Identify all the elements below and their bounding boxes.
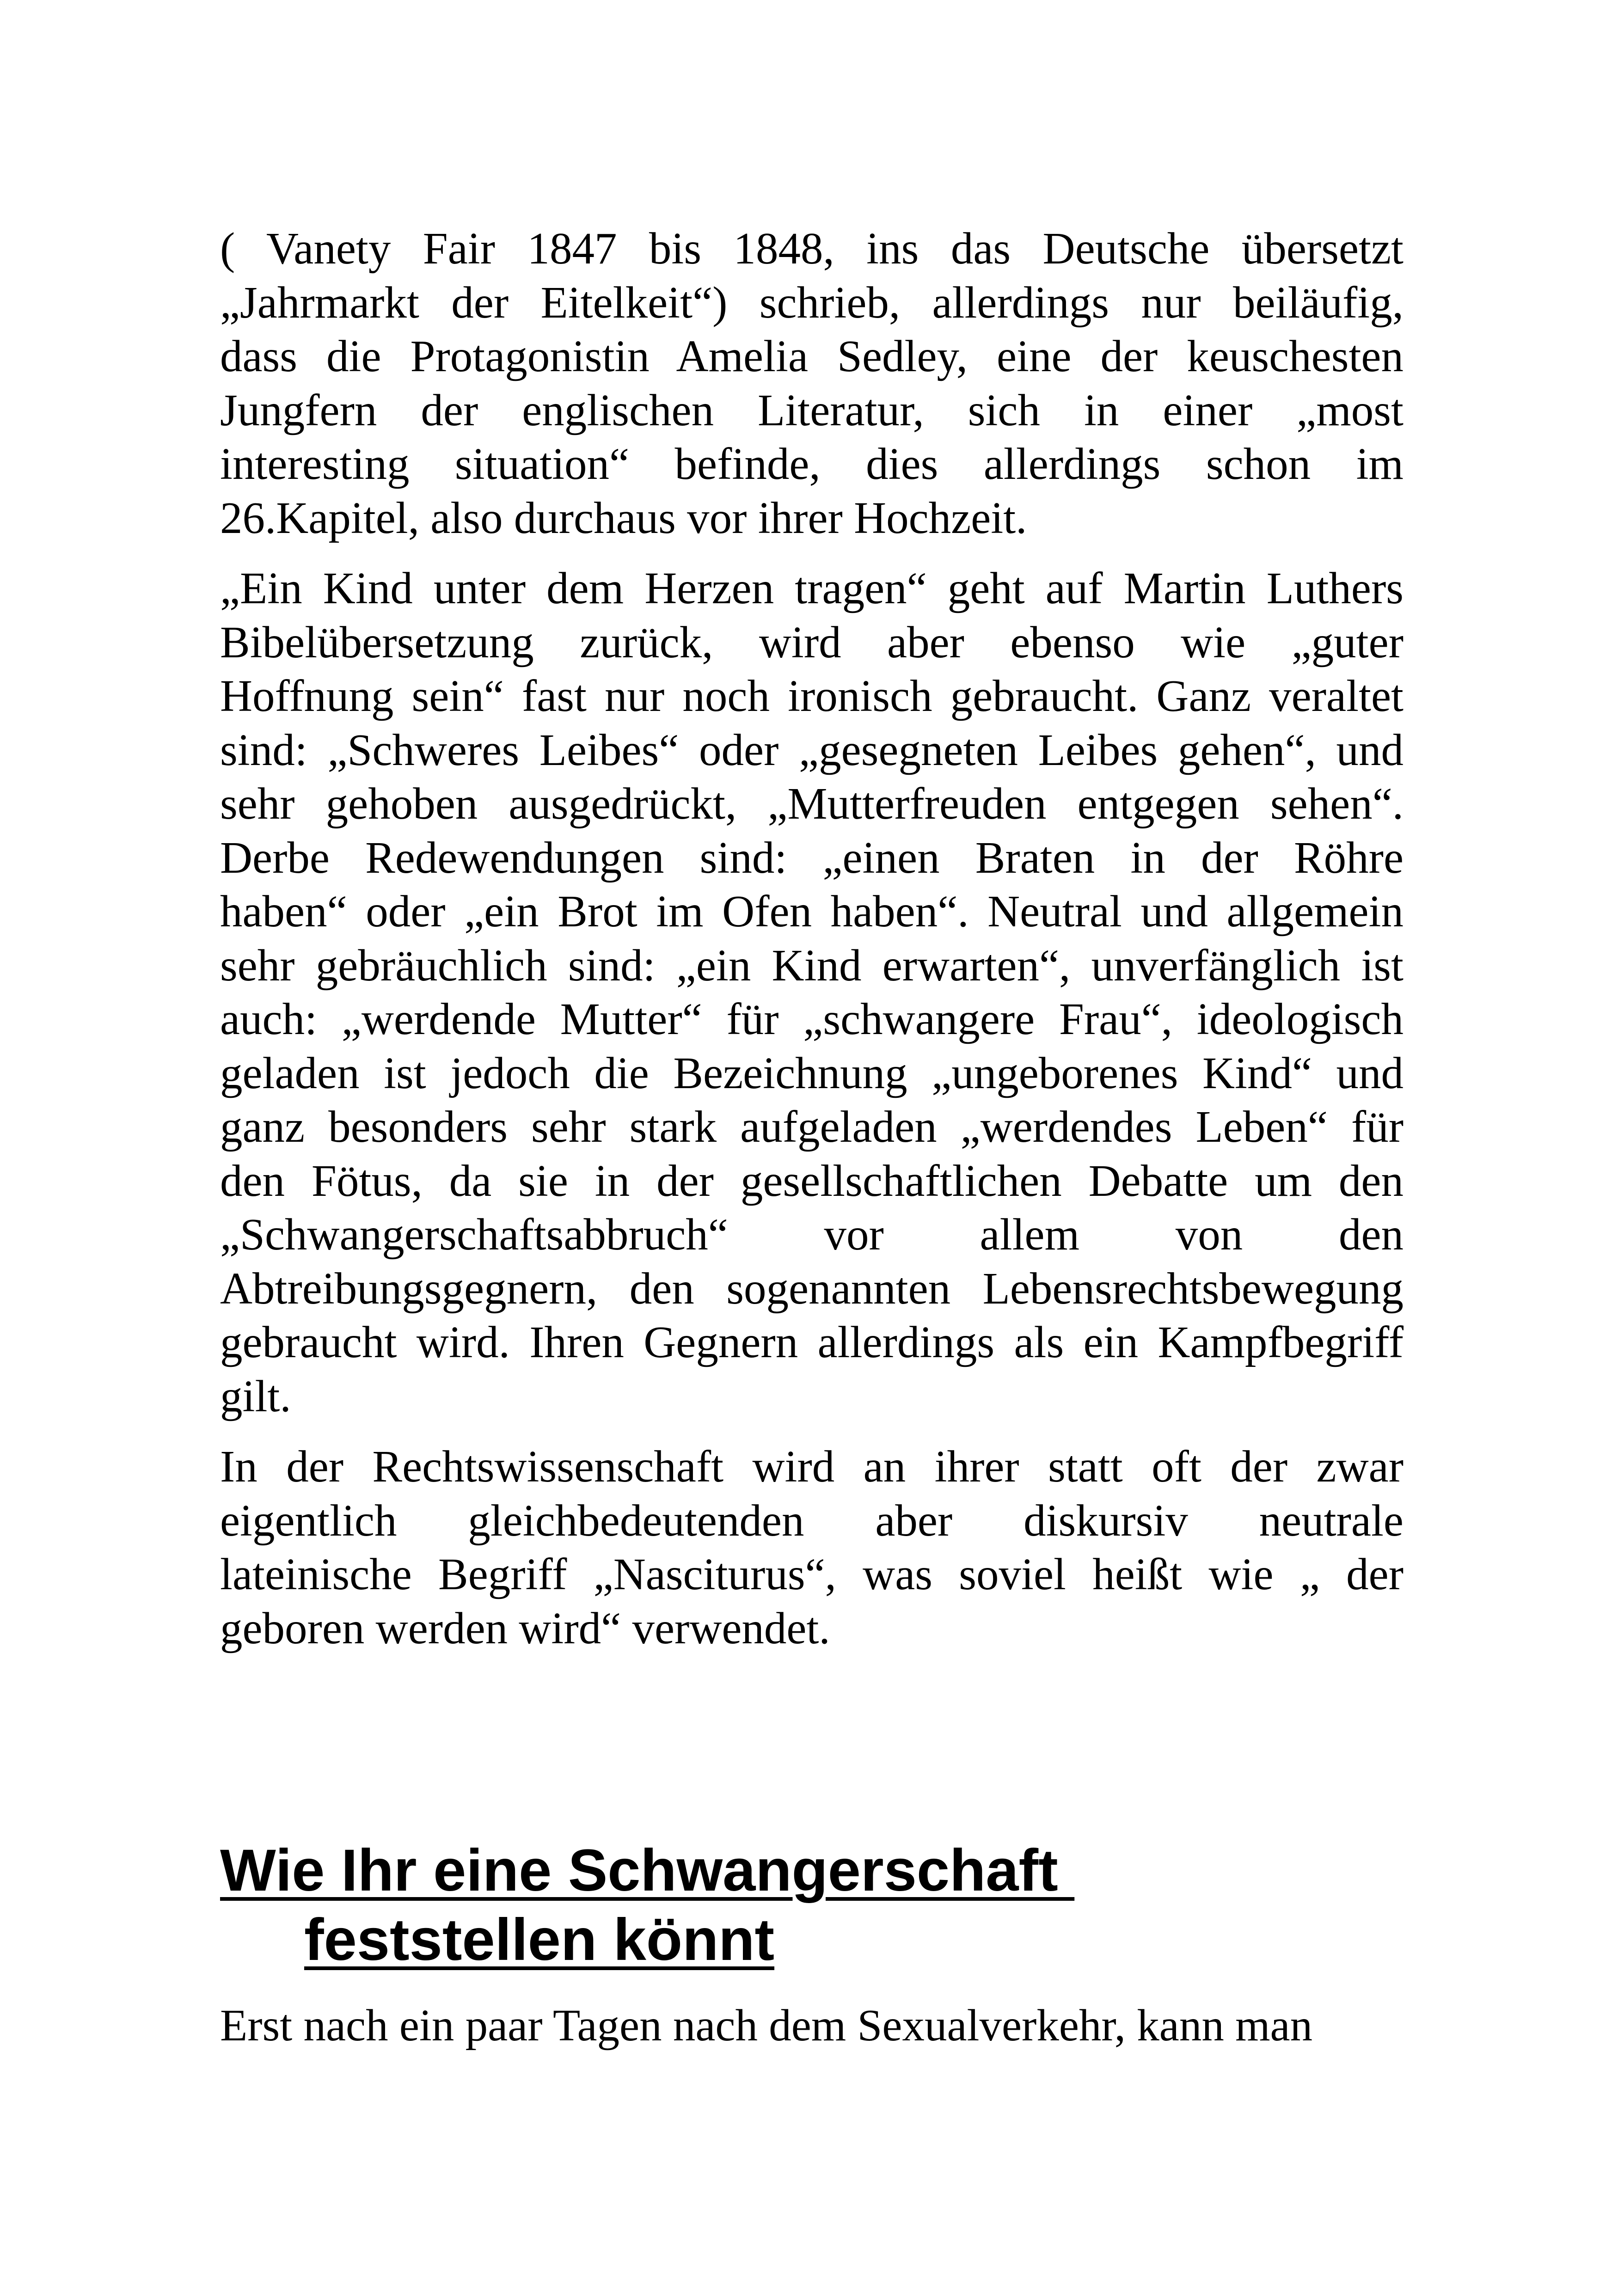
text-line: haben“ oder „ein Brot im Ofen haben“. Neutral und allgemein [220, 887, 1403, 936]
text-line: interesting situation“ befinde, dies allerdings schon im [220, 439, 1403, 489]
text-line: lateinische Begriff „Nasciturus“, was soviel heißt wie „ der [220, 1549, 1403, 1599]
text-line: auch: „werdende Mutter“ für „schwangere Frau“, ideologisch [220, 994, 1403, 1044]
heading-line: Wie Ihr eine Schwangerschaft [220, 1837, 1075, 1904]
text-line: Abtreibungsgegnern, den sogenannten Lebensrechtsbewegung [220, 1263, 1403, 1313]
text-line: ganz besonders sehr stark aufgeladen „werdendes Leben“ für [220, 1102, 1403, 1151]
paragraph-rechtswissenschaft [220, 1440, 1403, 1655]
text-line: „Ein Kind unter dem Herzen tragen“ geht auf Martin Luthers [220, 563, 1403, 613]
text-line: gilt. [220, 1371, 291, 1421]
text-line: ( Vanety Fair 1847 bis 1848, ins das Deutsche übersetzt [220, 224, 1403, 273]
text-line: Hoffnung sein“ fast nur noch ironisch gebraucht. Ganz veraltet [220, 671, 1403, 721]
text-line: eigentlich gleichbedeutenden aber diskursiv neutrale [220, 1495, 1403, 1545]
text-line: Bibelübersetzung zurück, wird aber ebenso wie „guter [220, 617, 1403, 667]
text-line: gebraucht wird. Ihren Gegnern allerdings als ein Kampfbegriff [220, 1317, 1403, 1367]
text-line: geboren werden wird“ verwendet. [220, 1603, 830, 1653]
body-text-line: Erst nach ein paar Tagen nach dem Sexualverkehr, kann man [220, 2001, 1313, 2050]
text-line: sehr gehoben ausgedrückt, „Mutterfreuden entgegen sehen“. [220, 779, 1403, 828]
text-line: den Fötus, da sie in der gesellschaftlichen Debatte um den [220, 1156, 1403, 1206]
text-line: sind: „Schweres Leibes“ oder „gesegneten Leibes gehen“, und [220, 725, 1403, 775]
text-column [220, 222, 1403, 2053]
text-line: In der Rechtswissenschaft wird an ihrer statt oft der zwar [220, 1442, 1403, 1491]
text-line: sehr gebräuchlich sind: „ein Kind erwarten“, unverfänglich ist [220, 940, 1403, 990]
section-heading [220, 1836, 1403, 1975]
paragraph-vanity-fair [220, 222, 1403, 545]
text-line: geladen ist jedoch die Bezeichnung „ungeborenes Kind“ und [220, 1048, 1403, 1098]
text-line: dass die Protagonistin Amelia Sedley, eine der keuschesten [220, 331, 1403, 381]
section-gap [220, 1672, 1403, 1836]
text-line: „Schwangerschaftsabbruch“ vor allem von den [220, 1210, 1403, 1259]
text-line: Jungfern der englischen Literatur, sich in einer „most [220, 385, 1403, 435]
paragraph-redewendungen [220, 562, 1403, 1423]
text-line: „Jahrmarkt der Eitelkeit“) schrieb, allerdings nur beiläufig, [220, 277, 1403, 327]
heading-line: feststellen könnt [304, 1907, 775, 1973]
text-line: Derbe Redewendungen sind: „einen Braten in der Röhre [220, 833, 1403, 882]
text-line: 26.Kapitel, also durchaus vor ihrer Hochzeit. [220, 493, 1027, 543]
